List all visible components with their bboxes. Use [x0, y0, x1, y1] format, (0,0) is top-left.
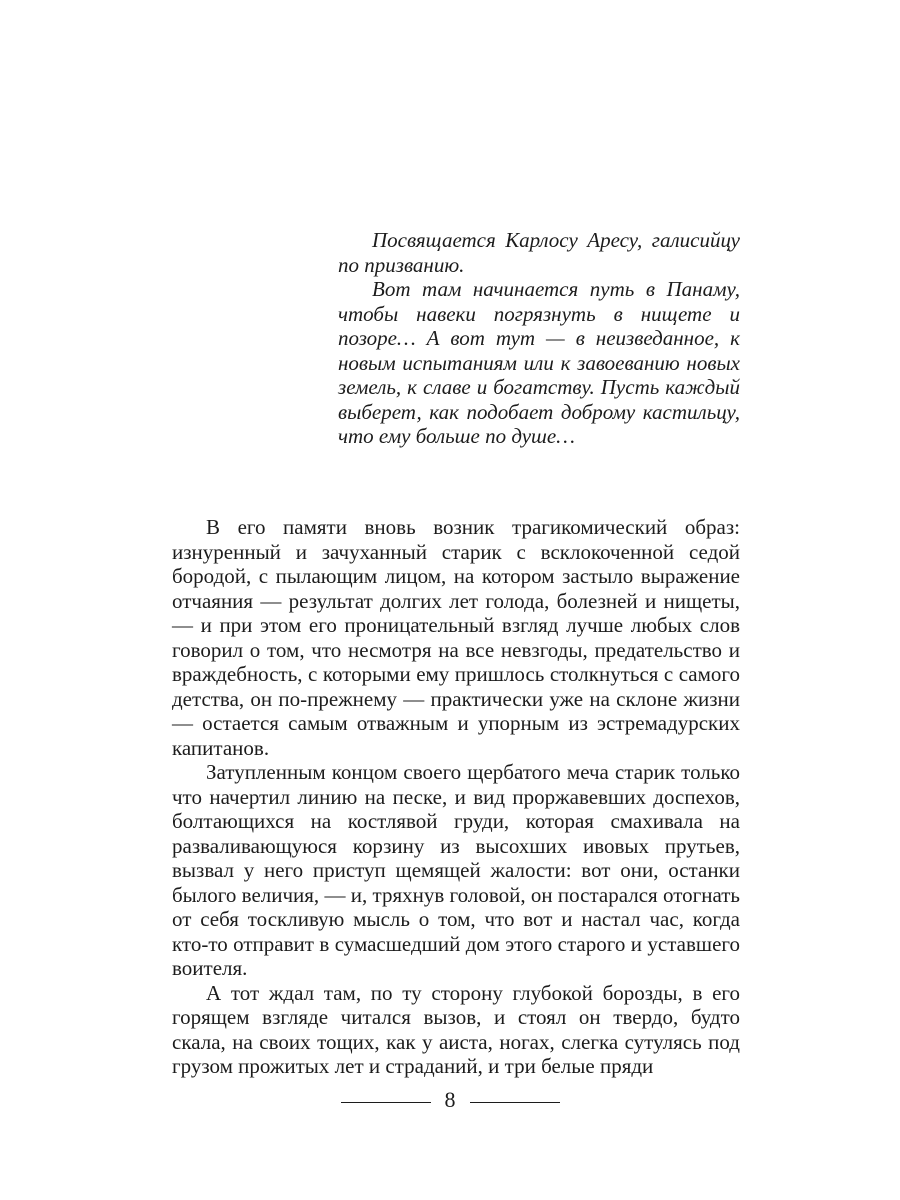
main-text — [172, 515, 740, 1079]
folio-rule-right — [470, 1102, 560, 1103]
paragraph-1: В его памяти вновь возник трагикомический образ: изнуренный и зачуханный старик с всклокоченной седой бородой, с пылающим лицом, на котором застыло выражение отчаяния — результат долгих лет голода, болезней и нищеты, — и при этом его проницательный взгляд лучше любых слов говорил о том, что несмотря на все невзгоды, предательство и враждебность, с которыми ему пришлось столкнуться с самого детства, он по-прежнему — практически уже на склоне жизни — остается самым отважным и упорным из эстремадурских капитанов. — [172, 515, 740, 760]
epigraph-quote: Вот там начинается путь в Панаму, чтобы навеки погрязнуть в нищете и позоре… А вот тут — в неизведанное, к новым испытаниям или к завоеванию новых земель, к славе и богатству. Пусть каждый выберет, как подобает доброму кастильцу, что ему больше по душе… — [338, 277, 740, 448]
epigraph — [338, 228, 740, 449]
paragraph-3: А тот ждал там, по ту сторону глубокой борозды, в его горящем взгляде читался вызов, и стоял он твердо, будто скала, на своих тощих, как у аиста, ногах, слегка сутулясь под грузом прожитых лет и страданий, и три белые пряди — [172, 980, 740, 1078]
page-footer — [0, 1088, 900, 1112]
folio-rule-left — [341, 1102, 431, 1103]
page-number: 8 — [444, 1087, 456, 1112]
paragraph-2: Затупленным концом своего щербатого меча старик только что начертил линию на песке, и вид проржавевших доспехов, болтающихся на костлявой груди, которая смахивала на разваливающуюся корзину из высохших ивовых прутьев, вызвал у него приступ щемящей жалости: вот они, останки былого величия, — и, тряхнув головой, он постарался отогнать от себя тоскливую мысль о том, что вот и настал час, когда кто-то отправит в сумасшедший дом этого старого и уставшего воителя. — [172, 760, 740, 980]
dedication-text: Посвящается Карлосу Аресу, галисийцу по призванию. — [338, 228, 740, 277]
